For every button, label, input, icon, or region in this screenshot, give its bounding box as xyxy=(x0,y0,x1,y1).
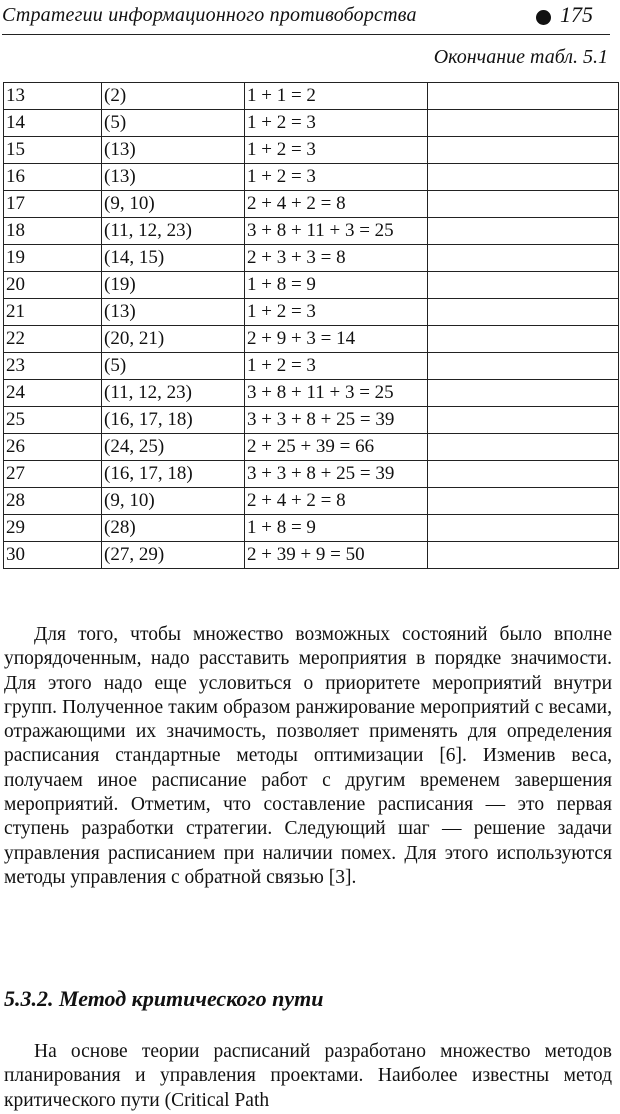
data-table xyxy=(3,82,619,569)
table-cell: 2 + 9 + 3 = 14 xyxy=(245,326,428,353)
table-row xyxy=(4,299,619,326)
table-cell: (19) xyxy=(102,272,245,299)
table-cell: (28) xyxy=(102,515,245,542)
table-cell: (11, 12, 23) xyxy=(102,218,245,245)
table-cell: 3 + 8 + 11 + 3 = 25 xyxy=(245,380,428,407)
table-cell: 30 xyxy=(4,542,102,569)
table-cell: 3 + 8 + 11 + 3 = 25 xyxy=(245,218,428,245)
table-cell xyxy=(428,407,619,434)
table-row xyxy=(4,542,619,569)
table-row xyxy=(4,461,619,488)
table-row xyxy=(4,137,619,164)
table-cell: 3 + 3 + 8 + 25 = 39 xyxy=(245,461,428,488)
table-cell xyxy=(428,326,619,353)
table-cell xyxy=(428,353,619,380)
table-cell: 25 xyxy=(4,407,102,434)
table-cell: 2 + 39 + 9 = 50 xyxy=(245,542,428,569)
table-cell: (16, 17, 18) xyxy=(102,461,245,488)
table-cell: 18 xyxy=(4,218,102,245)
table-cell: (13) xyxy=(102,299,245,326)
table-cell xyxy=(428,218,619,245)
table-cell: (5) xyxy=(102,353,245,380)
table-cell: (2) xyxy=(102,83,245,110)
table-cell: 1 + 8 = 9 xyxy=(245,515,428,542)
table-cell: 16 xyxy=(4,164,102,191)
table-cell: 24 xyxy=(4,380,102,407)
page-number: 175 xyxy=(560,2,593,27)
table-row xyxy=(4,434,619,461)
table-row xyxy=(4,272,619,299)
table-cell: 23 xyxy=(4,353,102,380)
table-row xyxy=(4,191,619,218)
table-cell: 17 xyxy=(4,191,102,218)
table-cell xyxy=(428,434,619,461)
table-cell: 1 + 8 = 9 xyxy=(245,272,428,299)
table-row xyxy=(4,353,619,380)
table-cell xyxy=(428,461,619,488)
table-row xyxy=(4,488,619,515)
table-row xyxy=(4,380,619,407)
table-cell: 15 xyxy=(4,137,102,164)
table-cell: 22 xyxy=(4,326,102,353)
table-cell: 1 + 2 = 3 xyxy=(245,164,428,191)
table-cell: 2 + 4 + 2 = 8 xyxy=(245,191,428,218)
table-cell xyxy=(428,164,619,191)
table-cell: 26 xyxy=(4,434,102,461)
body-paragraph: На основе теории расписаний разработано множество методов планирования и управления проектами. Наиболее известны метод критического пути (Critical Path xyxy=(4,1041,612,1111)
table-cell: 3 + 3 + 8 + 25 = 39 xyxy=(245,407,428,434)
table-cell: (13) xyxy=(102,164,245,191)
table-cell: 28 xyxy=(4,488,102,515)
table-cell: (9, 10) xyxy=(102,488,245,515)
table-cell xyxy=(428,299,619,326)
table-cell xyxy=(428,380,619,407)
table-row xyxy=(4,515,619,542)
table-cell: 1 + 2 = 3 xyxy=(245,110,428,137)
table-cell: 29 xyxy=(4,515,102,542)
table-cell: 2 + 3 + 3 = 8 xyxy=(245,245,428,272)
table-cell: 21 xyxy=(4,299,102,326)
table-cell: 19 xyxy=(4,245,102,272)
table-cell: 1 + 2 = 3 xyxy=(245,137,428,164)
section-heading: 5.3.2. Метод критического пути xyxy=(4,986,324,1011)
table-cell: 2 + 4 + 2 = 8 xyxy=(245,488,428,515)
table-cell xyxy=(428,488,619,515)
table-cell: (9, 10) xyxy=(102,191,245,218)
table-cell: (20, 21) xyxy=(102,326,245,353)
table-cell xyxy=(428,191,619,218)
table-cell: (24, 25) xyxy=(102,434,245,461)
table-cell: (13) xyxy=(102,137,245,164)
table-cell: 1 + 2 = 3 xyxy=(245,353,428,380)
running-title: Стратегии информационного противоборства xyxy=(2,4,417,26)
table-row xyxy=(4,218,619,245)
table-cell: (27, 29) xyxy=(102,542,245,569)
table-row xyxy=(4,83,619,110)
running-header xyxy=(2,0,610,35)
table-row xyxy=(4,326,619,353)
table-cell: 20 xyxy=(4,272,102,299)
table-row xyxy=(4,164,619,191)
table-cell: (5) xyxy=(102,110,245,137)
table-cell xyxy=(428,83,619,110)
table-caption: Окончание табл. 5.1 xyxy=(433,46,608,68)
table-cell: 27 xyxy=(4,461,102,488)
table-cell: (14, 15) xyxy=(102,245,245,272)
table-body xyxy=(4,83,619,569)
table-cell xyxy=(428,137,619,164)
table-row xyxy=(4,407,619,434)
table-cell xyxy=(428,110,619,137)
table-cell xyxy=(428,272,619,299)
bullet-dot-icon xyxy=(536,10,551,25)
table-cell: 14 xyxy=(4,110,102,137)
table-cell: 2 + 25 + 39 = 66 xyxy=(245,434,428,461)
table-cell xyxy=(428,542,619,569)
table-row xyxy=(4,245,619,272)
table-cell: (16, 17, 18) xyxy=(102,407,245,434)
table-cell: 13 xyxy=(4,83,102,110)
table-cell xyxy=(428,515,619,542)
table-cell: (11, 12, 23) xyxy=(102,380,245,407)
body-paragraph: Для того, чтобы множество возможных состояний было вполне упорядоченным, надо расставить мероприятия в порядке значимости. Для этого надо еще условиться о приоритете мероприятий внутри групп. Полученное таким образом ранжирование мероприятий с весами, отражающими их значимость, позволяет применять для определения расписания стандартные методы оптимизации [6]. Изменив веса, получаем иное расписание работ с другим временем завершения мероприятий. Отметим, что составление расписания — это первая ступень разработки стратегии. Следующий шаг — решение задачи управления расписанием при наличии помех. Для этого используются методы управления с обратной связью [3]. xyxy=(4,624,612,888)
table-row xyxy=(4,110,619,137)
table-cell: 1 + 2 = 3 xyxy=(245,299,428,326)
table-cell xyxy=(428,245,619,272)
table-cell: 1 + 1 = 2 xyxy=(245,83,428,110)
